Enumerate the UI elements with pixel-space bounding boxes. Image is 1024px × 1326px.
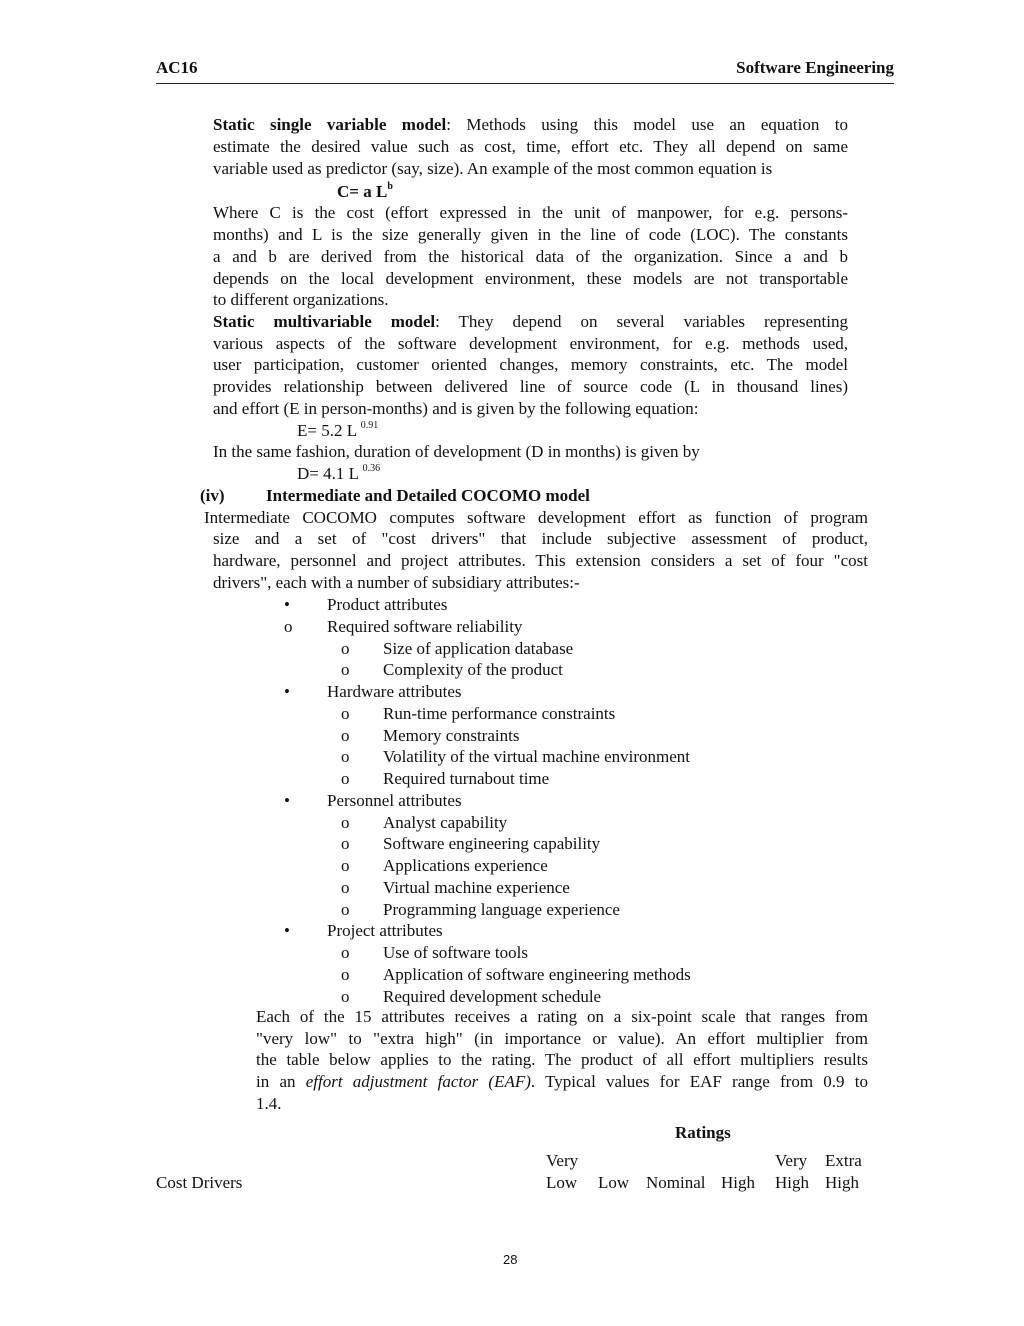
static-multi-line-3: user participation, customer oriented changes, memory constraints, etc. The model [213, 355, 848, 374]
header-right: Software Engineering [736, 58, 894, 77]
header-rule [156, 83, 894, 84]
section-iv-intro-4: drivers", each with a number of subsidiary attributes:- [213, 573, 580, 592]
closing-line-5: 1.4. [256, 1094, 282, 1113]
circle-bullet-icon: o [341, 899, 350, 919]
equation-e-base: E= 5.2 L [297, 421, 361, 440]
equation-e [297, 420, 378, 442]
circle-bullet-icon: o [341, 703, 350, 723]
bullet-icon: • [284, 790, 290, 810]
attribute-item: Memory constraints [383, 725, 520, 745]
section-iv-number: (iv) [200, 486, 225, 505]
static-multi-heading: Static multivariable model [213, 312, 436, 331]
attribute-item: Required development schedule [383, 986, 602, 1006]
circle-bullet-icon: o [341, 725, 350, 745]
attribute-item: Complexity of the product [383, 660, 563, 680]
circle-bullet-icon: o [341, 638, 350, 658]
attribute-item: Run-time performance constraints [383, 703, 616, 723]
bullet-icon: • [284, 595, 290, 614]
col-very-low-bottom: Low [546, 1173, 578, 1192]
circle-bullet-icon: o [341, 986, 350, 1006]
equation-c-base: C= a L [337, 182, 388, 201]
col-high: High [721, 1173, 755, 1192]
col-very-high-top: Very [775, 1151, 808, 1170]
col-extra-high-bottom: High [825, 1173, 859, 1192]
section-iv-title: Intermediate and Detailed COCOMO model [266, 486, 590, 505]
header-left: AC16 [156, 58, 198, 77]
circle-bullet-icon: o [341, 877, 350, 897]
circle-bullet-icon: o [341, 964, 350, 984]
where-line-1: Where C is the cost (effort expressed in the unit of manpower, for e.g. persons- [213, 203, 848, 222]
equation-e-sup: 0.91 [360, 420, 379, 431]
static-multi-line-2: various aspects of the software development environment, for e.g. methods used, [213, 334, 848, 353]
section-iv-intro-3: hardware, personnel and project attributes. This extension considers a set of four "cost [213, 551, 868, 570]
equation-d-sup: 0.36 [362, 463, 381, 474]
static-multi-line-1-rest: : They depend on several variables representing [435, 312, 848, 331]
attribute-item: Volatility of the virtual machine environment [383, 747, 691, 767]
section-iv-intro-1: Intermediate COCOMO computes software development effort as function of program [204, 508, 868, 527]
closing-line-2: "very low" to "extra high" (in importance or value). An effort multiplier from [256, 1029, 868, 1048]
closing-line-4-pre: in an [256, 1072, 306, 1091]
circle-bullet-icon: o [284, 616, 293, 636]
attribute-item: Project attributes [327, 921, 443, 941]
static-multi-line-5: and effort (E in person-months) and is given by the following equation: [213, 399, 699, 418]
circle-bullet-icon: o [341, 812, 350, 832]
attribute-item: Software engineering capability [383, 834, 601, 854]
closing-line-4-post: . Typical values for EAF range from 0.9 to [530, 1072, 868, 1091]
circle-bullet-icon: o [341, 943, 350, 962]
attribute-item: Personnel attributes [327, 790, 462, 810]
col-very-low-top: Very [546, 1151, 579, 1170]
static-multi-line-4: provides relationship between delivered line of source code (L in thousand lines) [213, 377, 848, 396]
eaf-term: effort adjustment factor (EAF) [305, 1072, 531, 1091]
equation-c-sup: b [387, 181, 393, 192]
static-multi-line-1 [213, 311, 848, 333]
closing-line-4 [256, 1071, 868, 1093]
circle-bullet-icon: o [341, 747, 350, 767]
col-very-high-bottom: High [775, 1173, 809, 1192]
where-line-2: months) and L is the size generally given in the line of code (LOC). The constants [213, 225, 848, 244]
equation-d-base: D= 4.1 L [297, 464, 363, 483]
attribute-item: Applications experience [383, 856, 548, 875]
static-single-line-1 [213, 114, 848, 136]
equation-c [337, 181, 393, 203]
circle-bullet-icon: o [341, 834, 350, 854]
attribute-item: Required turnabout time [383, 769, 550, 788]
circle-bullet-icon: o [341, 769, 350, 788]
page-number: 28 [503, 1252, 518, 1267]
circle-bullet-icon: o [341, 856, 350, 875]
attribute-item: Application of software engineering methods [383, 964, 691, 984]
attribute-item: Required software reliability [327, 616, 523, 636]
static-single-heading: Static single variable model [213, 115, 447, 134]
col-extra-high-top: Extra [825, 1151, 862, 1170]
col-nominal: Nominal [646, 1173, 706, 1192]
static-single-line-2: estimate the desired value such as cost, time, effort etc. They all depend on same [213, 137, 848, 156]
where-line-4: depends on the local development environment, these models are not transportable [213, 269, 848, 288]
same-fashion-line: In the same fashion, duration of development (D in months) is given by [213, 442, 700, 461]
cost-drivers-label: Cost Drivers [156, 1173, 243, 1192]
attribute-item: Analyst capability [383, 812, 508, 832]
closing-line-1: Each of the 15 attributes receives a rating on a six-point scale that ranges from [256, 1007, 868, 1026]
static-single-line-1-rest: : Methods using this model use an equation to [446, 115, 849, 134]
circle-bullet-icon: o [341, 660, 350, 680]
attribute-item: Product attributes [327, 595, 448, 614]
attribute-item: Use of software tools [383, 943, 528, 962]
attribute-item: Size of application database [383, 638, 574, 658]
bullet-icon: • [284, 682, 290, 701]
where-line-3: a and b are derived from the historical data of the organization. Since a and b [213, 247, 848, 266]
equation-d [297, 463, 380, 485]
attribute-item: Hardware attributes [327, 682, 462, 701]
col-low: Low [598, 1173, 630, 1192]
bullet-icon: • [284, 921, 290, 941]
ratings-title: Ratings [675, 1123, 731, 1142]
static-single-line-3: variable used as predictor (say, size). An example of the most common equation is [213, 159, 773, 178]
section-iv-intro-2: size and a set of "cost drivers" that include subjective assessment of product, [213, 529, 868, 548]
attribute-item: Virtual machine experience [383, 877, 570, 897]
attribute-item: Programming language experience [383, 899, 620, 919]
where-line-5: to different organizations. [213, 290, 389, 309]
closing-line-3: the table below applies to the rating. The product of all effort multipliers results [256, 1050, 868, 1069]
